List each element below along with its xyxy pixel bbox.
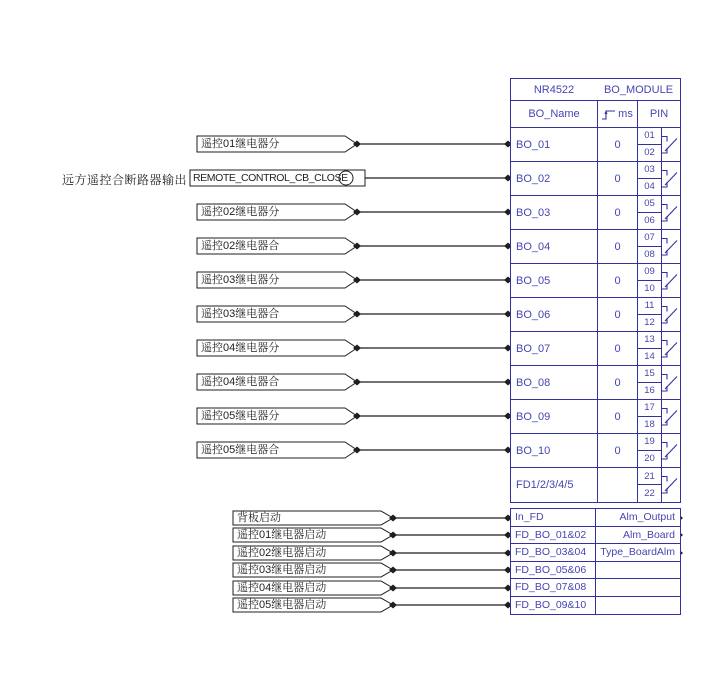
pin-top: 17: [638, 400, 661, 417]
pin-bottom: 16: [644, 385, 655, 397]
bo-name: BO_06: [516, 308, 551, 321]
relay-contact-icon: [662, 332, 680, 365]
bo-pins: [637, 332, 680, 365]
bo-name: BO_04: [516, 240, 551, 253]
bo-name: BO_10: [516, 444, 551, 457]
relay-contact-icon: [662, 366, 680, 399]
header-pin: PIN: [637, 101, 680, 127]
bo-pins: [637, 400, 680, 433]
pin-numbers: [638, 468, 662, 502]
pin-bottom: 08: [644, 249, 655, 261]
pin-bottom: 02: [644, 147, 655, 159]
pin-bottom: 20: [644, 453, 655, 465]
input-tag-04-close[interactable]: 遥控04继电器合: [201, 376, 280, 388]
relay-contact-icon: [662, 230, 680, 263]
bo-pins: [637, 196, 680, 229]
module-model: NR4522: [533, 83, 575, 96]
net-label-remote-control-cb-close[interactable]: REMOTE_CONTROL_CB_CLOSE: [193, 172, 348, 184]
bo-name: BO_03: [516, 206, 551, 219]
bo-name: BO_07: [516, 342, 551, 355]
header-ms: [597, 101, 637, 127]
pin-numbers: [638, 400, 662, 433]
pin-bottom: 06: [644, 215, 655, 227]
start-tag-shapes: [233, 511, 393, 612]
signal-row-fd-bo-0910[interactable]: [511, 597, 680, 615]
table-row-bo-01[interactable]: [511, 128, 680, 162]
bo-delay: 0: [597, 434, 637, 467]
pin-top: 05: [638, 196, 661, 213]
pin-numbers: [638, 230, 662, 263]
pin-top: 01: [638, 128, 661, 145]
pin-top: 09: [638, 264, 661, 281]
signal-input: FD_BO_03&04: [511, 544, 596, 561]
signal-output: [596, 597, 680, 615]
relay-contact-icon: [662, 162, 680, 195]
table-row-bo-09[interactable]: [511, 400, 680, 434]
signal-row-in-fd[interactable]: [511, 509, 680, 527]
module-column-headers: [511, 101, 680, 128]
table-row-bo-10[interactable]: [511, 434, 680, 468]
rising-edge-icon: [602, 108, 617, 121]
module-title-row: [511, 79, 680, 101]
input-tag-03-open[interactable]: 遥控03继电器分: [201, 274, 280, 286]
signal-output: Alm_Board: [623, 528, 675, 541]
relay-contact-icon: [662, 128, 680, 161]
table-row-bo-03[interactable]: [511, 196, 680, 230]
pin-numbers: [638, 162, 662, 195]
bo-name: BO_01: [516, 138, 551, 151]
bo-name: BO_08: [516, 376, 551, 389]
pin-numbers: [638, 434, 662, 467]
signal-row-fd-bo-0708[interactable]: [511, 579, 680, 597]
start-tag-01[interactable]: 遥控01继电器启动: [237, 529, 327, 541]
bo-delay: 0: [597, 128, 637, 161]
bo-delay: 0: [597, 332, 637, 365]
pin-numbers: [638, 298, 662, 331]
signal-input: FD_BO_07&08: [511, 579, 596, 596]
table-row-bo-07[interactable]: [511, 332, 680, 366]
table-row-bo-04[interactable]: [511, 230, 680, 264]
table-row-bo-06[interactable]: [511, 298, 680, 332]
bo-delay: 0: [597, 196, 637, 229]
start-tag-03[interactable]: 遥控03继电器启动: [237, 564, 327, 576]
bo-delay: 0: [597, 298, 637, 331]
fd-delay-empty: [597, 468, 637, 502]
module-title: BO_MODULE: [603, 83, 674, 96]
start-tag-02[interactable]: 遥控02继电器启动: [237, 547, 327, 559]
header-bo-name: BO_Name: [528, 108, 580, 120]
pin-bottom: 18: [644, 419, 655, 431]
bo-name: BO_02: [516, 172, 551, 185]
table-row-bo-08[interactable]: [511, 366, 680, 400]
pin-bottom: 04: [644, 181, 655, 193]
input-tag-05-close[interactable]: 遥控05继电器合: [201, 444, 280, 456]
pin-bottom: 12: [644, 317, 655, 329]
bo-pins: [637, 366, 680, 399]
relay-contact-icon: [662, 468, 680, 501]
pin-top: 19: [638, 434, 661, 451]
table-row-bo-05[interactable]: [511, 264, 680, 298]
relay-contact-icon: [662, 196, 680, 229]
signal-input: FD_BO_09&10: [511, 597, 596, 615]
input-tag-01-open[interactable]: 遥控01继电器分: [201, 138, 280, 150]
bo-pins: [637, 128, 680, 161]
table-row-bo-02[interactable]: [511, 162, 680, 196]
pin-top: 07: [638, 230, 661, 247]
signal-input: FD_BO_01&02: [511, 527, 596, 544]
pin-top: 13: [638, 332, 661, 349]
pin-top: 03: [638, 162, 661, 179]
signal-input: In_FD: [511, 509, 596, 526]
bo-pins: [637, 162, 680, 195]
start-tag-04[interactable]: 遥控04继电器启动: [237, 582, 327, 594]
pin-numbers: [638, 332, 662, 365]
bo-pins: [637, 298, 680, 331]
pin-bottom: 14: [644, 351, 655, 363]
pin-numbers: [638, 196, 662, 229]
signal-output: [596, 579, 680, 596]
fd-signal-table: [510, 508, 681, 615]
input-tag-02-open[interactable]: 遥控02继电器分: [201, 206, 280, 218]
pin-top: 15: [638, 366, 661, 383]
pin-numbers: [638, 264, 662, 297]
relay-contact-icon: [662, 298, 680, 331]
bo-delay: 0: [597, 264, 637, 297]
relay-contact-icon: [662, 434, 680, 467]
signal-output: [596, 562, 680, 579]
pin-numbers: [638, 366, 662, 399]
input-tag-04-open[interactable]: 遥控04继电器分: [201, 342, 280, 354]
pin-bottom: 10: [644, 283, 655, 295]
bo-delay: 0: [597, 366, 637, 399]
pin-top: 21: [638, 468, 661, 485]
table-row-fd[interactable]: [511, 468, 680, 502]
signal-row-fd-bo-0102[interactable]: [511, 527, 680, 545]
bo-pins: [637, 264, 680, 297]
bo-name: BO_09: [516, 410, 551, 423]
start-tag-05[interactable]: 遥控05继电器启动: [237, 599, 327, 611]
signal-output: Alm_Output: [619, 511, 675, 524]
bo-pins: [637, 434, 680, 467]
input-tag-02-close[interactable]: 遥控02继电器合: [201, 240, 280, 252]
header-ms-label: ms: [618, 108, 633, 120]
bo-delay: 0: [597, 230, 637, 263]
bo-delay: 0: [597, 162, 637, 195]
signal-row-fd-bo-0506[interactable]: [511, 562, 680, 580]
fd-name: FD1/2/3/4/5: [516, 479, 574, 491]
fd-pins: [637, 468, 680, 502]
bo-pins: [637, 230, 680, 263]
side-description-label: 远方遥控合断路器输出: [62, 173, 188, 187]
input-tag-05-open[interactable]: 遥控05继电器分: [201, 410, 280, 422]
signal-input: FD_BO_05&06: [511, 562, 596, 579]
start-tag-backplane[interactable]: 背板启动: [237, 512, 281, 524]
signal-row-fd-bo-0304[interactable]: [511, 544, 680, 562]
pin-numbers: [638, 128, 662, 161]
bo-delay: 0: [597, 400, 637, 433]
relay-contact-icon: [662, 400, 680, 433]
bo-module-table: [510, 78, 681, 503]
signal-output: Type_BoardAlm: [600, 546, 675, 559]
bo-name: BO_05: [516, 274, 551, 287]
pin-bottom: 22: [644, 488, 655, 499]
relay-contact-icon: [662, 264, 680, 297]
input-tag-03-close[interactable]: 遥控03继电器合: [201, 308, 280, 320]
pin-top: 11: [638, 298, 661, 315]
